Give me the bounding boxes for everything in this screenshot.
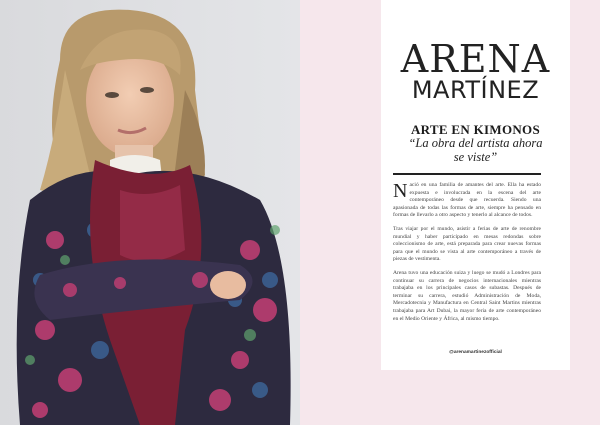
body-paragraph-1 [393, 182, 541, 220]
article-panel [381, 0, 570, 370]
social-handle: @arenamartinezofficial [449, 350, 502, 355]
body-paragraph-2: Tras viajar por el mundo, asistir a ferias de arte de renombre mundial y haber participado en mesas redondas sobre coleccionismo de arte, está preparada para crear nuevas formas para que el mundo se vista al arte contemporáneo a través de piezas de vestimenta. [393, 225, 541, 263]
article-last-name: MARTÍNEZ [411, 76, 540, 104]
paragraph-1-text: ació en una familia de amantes del arte. Ella ha estado expuesta e involucrada en la escena del arte contemporáneo desde que recuerda. Siendo una apasionada de todas las formas de arte, siempre ha pensado en formas de llevarlo a otro aspecto y tenerlo al alcance de todos. [393, 182, 541, 219]
divider-rule [393, 173, 541, 175]
article-pull-quote: “La obra del artista ahora se viste” [408, 136, 543, 164]
body-paragraph-3: Arena tuvo una educación suiza y luego se mudó a Londres para continuar su carrera de negocios internacionales mientras trabajaba en los principales casos de subastas. Después de terminar su carrera, estudió Administración de Moda, Mercadotecnia y Manufactura en Central Saint Martins mientras trabajaba para Art Dubai, la mayor feria de arte contemporáneo en el Medio Oriente y África, al mismo tiempo. [393, 269, 541, 322]
article-body [393, 182, 541, 329]
drop-cap: N [393, 180, 408, 202]
article-first-name: ARENA [400, 37, 551, 81]
article-headline: ARTE EN KIMONOS [410, 122, 540, 137]
